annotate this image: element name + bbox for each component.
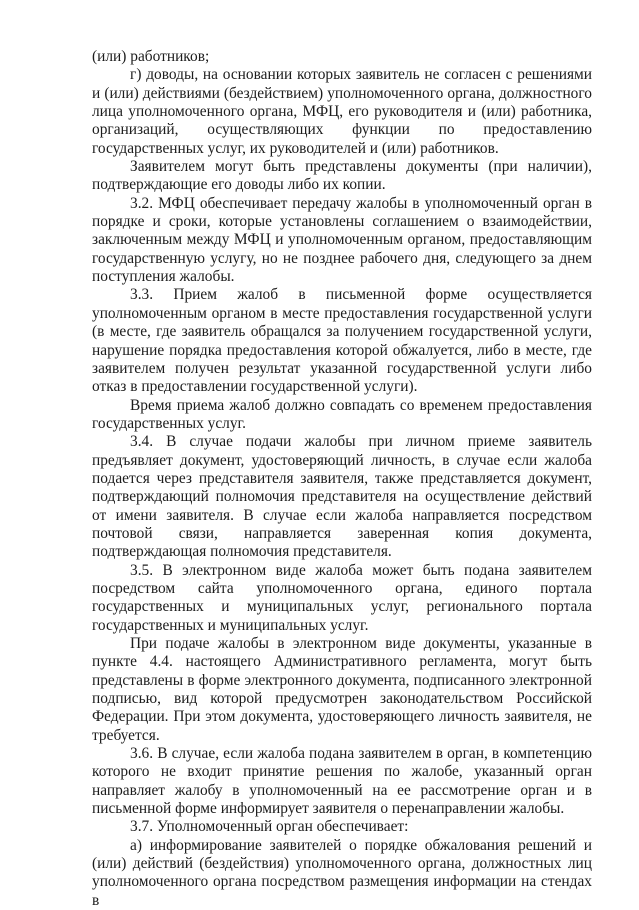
paragraph-3-4: 3.4. В случае подачи жалобы при личном приеме заявитель предъявляет документ, удостоверяющий личность, в случае если жалоба подается через представителя заявителя, также представляется документ, подтверждающий полномочия представителя на осуществление действий от имени заявителя. В случае если жалоба направляется посредством почтовой связи, направляется заверенная копия документа, подтверждающая полномочия представителя. xyxy=(92,433,592,561)
paragraph-electronic-submission: При подаче жалобы в электронном виде документы, указанные в пункте 4.4. настоящего Административного регламента, могут быть представлены в форме электронного документа, подписанного электронной подписью, вид которой предусмотрен законодательством Российской Федерации. При этом документа, удостоверяющего личность заявителя, не требуется. xyxy=(92,635,592,744)
paragraph-3-5: 3.5. В электронном виде жалоба может быть подана заявителем посредством сайта уполномоченного органа, единого портала государственных и муниципальных услуг, регионального портала государственных и муниципальных услуг. xyxy=(92,561,592,634)
paragraph-3-3: 3.3. Прием жалоб в письменной форме осуществляется уполномоченным органом в месте предоставления государственной услуги (в месте, где заявитель обращался за получением государственной услуги, нарушение порядка предоставления которой обжалуется, либо в месте, где заявителем получен результат указанной государственной услуги либо отказ в предоставлении государственной услуги). xyxy=(92,286,592,396)
paragraph-continuation: (или) работников; xyxy=(92,48,210,65)
document-page xyxy=(92,48,592,910)
paragraph-3-6: 3.6. В случае, если жалоба подана заявителем в орган, в компетенцию которого не входит принятие решения по жалобе, указанный орган направляет жалобу в уполномоченный на ее рассмотрение орган и в письменной форме информирует заявителя о перенаправлении жалобы. xyxy=(92,745,592,818)
paragraph-3-2: 3.2. МФЦ обеспечивает передачу жалобы в уполномоченный орган в порядке и сроки, которые установлены соглашением о взаимодействии, заключенным между МФЦ и уполномоченным органом, предоставляющим государственную услугу, но не позднее рабочего дня, следующего за днем поступления жалобы. xyxy=(92,194,592,286)
paragraph-item-g: г) доводы, на основании которых заявитель не согласен с решениями и (или) действиями (бездействием) уполномоченного органа, должностного лица уполномоченного органа, МФЦ, его руководителя и (или) работника, организаций, осуществляющих функции по предоставлению государственных услуг, их руководителей и (или) работников. xyxy=(92,66,592,157)
paragraph-item-a: а) информирование заявителей о порядке обжалования решений и (или) действий (бездействия) уполномоченного органа, должностных лиц уполномоченного органа посредством размещения информации на стендах в xyxy=(92,836,592,909)
paragraph-reception-time: Время приема жалоб должно совпадать со временем предоставления государственных услуг. xyxy=(92,396,592,432)
paragraph-supporting-documents: Заявителем могут быть представлены документы (при наличии), подтверждающие его доводы либо их копии. xyxy=(92,158,592,194)
paragraph-3-7: 3.7. Уполномоченный орган обеспечивает: xyxy=(130,818,409,836)
